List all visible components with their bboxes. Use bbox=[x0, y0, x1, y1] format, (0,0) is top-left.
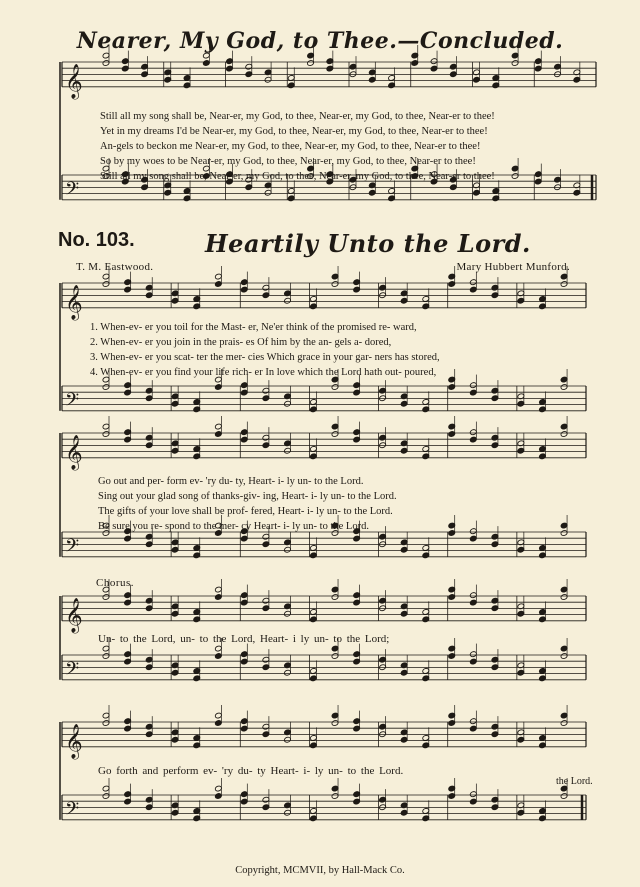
treble-clef-icon: 𝄞 bbox=[65, 63, 83, 99]
treble-clef-icon: 𝄞 bbox=[65, 597, 83, 633]
verse-line: An-gels to beckon me Near-er, my God, to thee, Near-er, my God, to thee, Near-er to thee! bbox=[100, 141, 481, 152]
hymn-title: Heartily Unto the Lord. bbox=[205, 229, 531, 258]
bass-clef-icon: 𝄢 bbox=[65, 178, 80, 204]
bass-clef-icon: 𝄢 bbox=[65, 658, 80, 684]
verse-line: So by my woes to be Near-er, my God, to thee, Near-er, my God, to thee, Near-er to thee! bbox=[100, 156, 476, 167]
verses-part2 bbox=[98, 474, 574, 534]
page-title: Nearer, My God, to Thee.—Concluded. bbox=[76, 28, 564, 54]
verse-line: The gifts of your love shall be prof- fered, Heart- i- ly un- to the Lord. bbox=[98, 506, 393, 517]
chorus-line-2-under: the Lord. bbox=[556, 776, 593, 787]
treble-clef-icon: 𝄞 bbox=[65, 434, 83, 470]
copyright: Copyright, MCMVII, by Hall-Mack Co. bbox=[235, 865, 405, 876]
chorus-label: Chorus. bbox=[96, 577, 135, 589]
treble-clef-icon: 𝄞 bbox=[65, 284, 83, 320]
verse-line: 3. When-ev- er you scat- ter the mer- cies Which grace in your gar- ners has stored, bbox=[90, 352, 440, 363]
hymn-number: No. 103. bbox=[58, 229, 135, 251]
verse-line: Go out and per- form ev- 'ry du- ty, Heart- i- ly un- to the Lord. bbox=[98, 476, 364, 487]
verse-line: Be sure you re- spond to the mer- cy Heart- i- ly un- to the Lord. bbox=[98, 521, 369, 532]
treble-clef-icon: 𝄞 bbox=[65, 723, 83, 759]
bass-clef-icon: 𝄢 bbox=[65, 389, 80, 415]
verse-line: Yet in my dreams I'd be Near-er, my God, to thee, Near-er, my God, to thee, Near-er to thee! bbox=[100, 126, 488, 137]
chorus-line-2: Go forth and perform ev- 'ry du- ty Heart- i- ly un- to the Lord. bbox=[98, 765, 404, 777]
verse-line: 1. When-ev- er you toil for the Mast- er, Ne'er think of the promised re- ward, bbox=[90, 322, 417, 333]
chorus-line-1: Un- to the Lord, un- to the Lord, Heart- i ly un- to the Lord; bbox=[98, 633, 390, 645]
bass-clef-icon: 𝄢 bbox=[65, 535, 80, 561]
composer-credit: Mary Hubbert Munford. bbox=[456, 261, 570, 273]
author-credit: T. M. Eastwood. bbox=[76, 261, 154, 273]
bass-clef-icon: 𝄢 bbox=[65, 798, 80, 824]
verse-line: Still all my song shall be, Near-er, my God, to thee, Near-er, my God, to thee, Near-er to thee! bbox=[100, 111, 495, 122]
verse-line: Still all my song shall be, Near-er, my God, to thee, Near-er, my God, to thee, Near-er to thee! bbox=[100, 171, 495, 182]
verses-top bbox=[100, 109, 570, 184]
verse-line: 2. When-ev- er you join in the prais- es Of him by the an- gels a- dored, bbox=[90, 337, 392, 348]
verse-line: 4. When-ev- er you find your life rich- er In love which the Lord hath out- poured, bbox=[90, 367, 437, 378]
verses-part1 bbox=[90, 320, 582, 380]
verse-line: Sing out your glad song of thanks-giv- ing, Heart- i- ly un- to the Lord. bbox=[98, 491, 397, 502]
